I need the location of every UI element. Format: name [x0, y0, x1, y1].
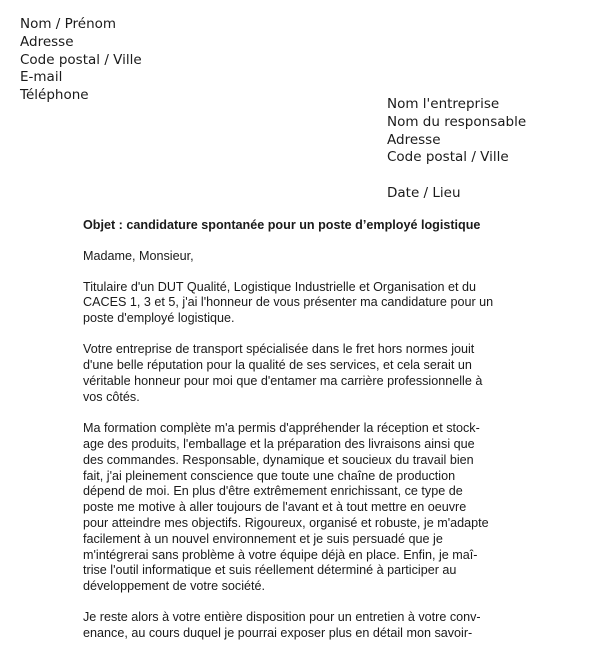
date-place: Date / Lieu — [387, 184, 461, 201]
paragraph-line: Votre entreprise de transport spécialisée dans le fret hors normes jouit — [83, 342, 475, 357]
recipient-address: Adresse — [387, 131, 441, 148]
sender-phone: Téléphone — [20, 87, 89, 104]
paragraph-line: pour atteindre mes objectifs. Rigoureux, organisé et robuste, je m'adapte — [83, 515, 489, 530]
paragraph-line: vos côtés. — [83, 389, 140, 404]
letter-paragraph — [83, 280, 513, 327]
sender-block — [20, 16, 142, 105]
letter-salutation: Madame, Monsieur, — [83, 248, 194, 263]
letter-paragraph — [83, 610, 513, 642]
sender-email: E-mail — [20, 69, 63, 86]
sender-name: Nom / Prénom — [20, 16, 117, 32]
paragraph-line: poste me motive à aller toujours de l'avant et à tout mettre en oeuvre — [83, 500, 467, 515]
paragraph-line: Ma formation complète m'a permis d'appréhender la réception et stock- — [83, 421, 480, 436]
paragraph-line: développement de votre société. — [83, 579, 266, 594]
paragraph-line: facilement à un nouvel environnement et je suis persuadé que je — [83, 531, 443, 546]
paragraph-line: d'une belle réputation pour la qualité de ses services, et cela serait un — [83, 358, 472, 373]
paragraph-line: véritable honneur pour moi que d'entamer ma carrière professionnelle à — [83, 374, 483, 389]
paragraph-line: des commandes. Responsable, dynamique et soucieux du travail bien — [83, 452, 474, 467]
paragraph-line: Titulaire d'un DUT Qualité, Logistique Industrielle et Organisation et du — [83, 279, 477, 294]
paragraph-line: poste d'employé logistique. — [83, 311, 235, 326]
sender-address: Adresse — [20, 33, 74, 50]
paragraph-line: enance, au cours duquel je pourrai exposer plus en détail mon savoir- — [83, 626, 473, 641]
recipient-company: Nom l'entreprise — [387, 96, 500, 112]
recipient-block — [387, 96, 526, 203]
letter-subject: Objet : candidature spontanée pour un poste d’employé logistique — [83, 218, 481, 232]
recipient-manager: Nom du responsable — [387, 113, 527, 130]
paragraph-line: fait, j'ai pleinement conscience que toute une chaîne de production — [83, 468, 456, 483]
paragraph-line: dépend de moi. En plus d'être extrêmement enrichissant, ce type de — [83, 484, 463, 499]
letter-body — [83, 218, 513, 658]
paragraph-line: trise l'outil informatique et suis réellement déterminé à participer au — [83, 563, 457, 578]
letter-paragraph — [83, 342, 513, 405]
paragraph-line: Je reste alors à votre entière disposition pour un entretien à votre conv- — [83, 610, 481, 625]
paragraph-line: age des produits, l'emballage et la préparation des livraisons ainsi que — [83, 436, 475, 451]
recipient-postal-city: Code postal / Ville — [387, 149, 509, 166]
letter-paragraph — [83, 421, 513, 595]
paragraph-line: m'intégrerai sans problème à votre équipe déjà en place. Enfin, je maî- — [83, 547, 478, 562]
sender-postal-city: Code postal / Ville — [20, 51, 142, 68]
paragraph-line: CACES 1, 3 et 5, j'ai l'honneur de vous présenter ma candidature pour un — [83, 295, 494, 310]
